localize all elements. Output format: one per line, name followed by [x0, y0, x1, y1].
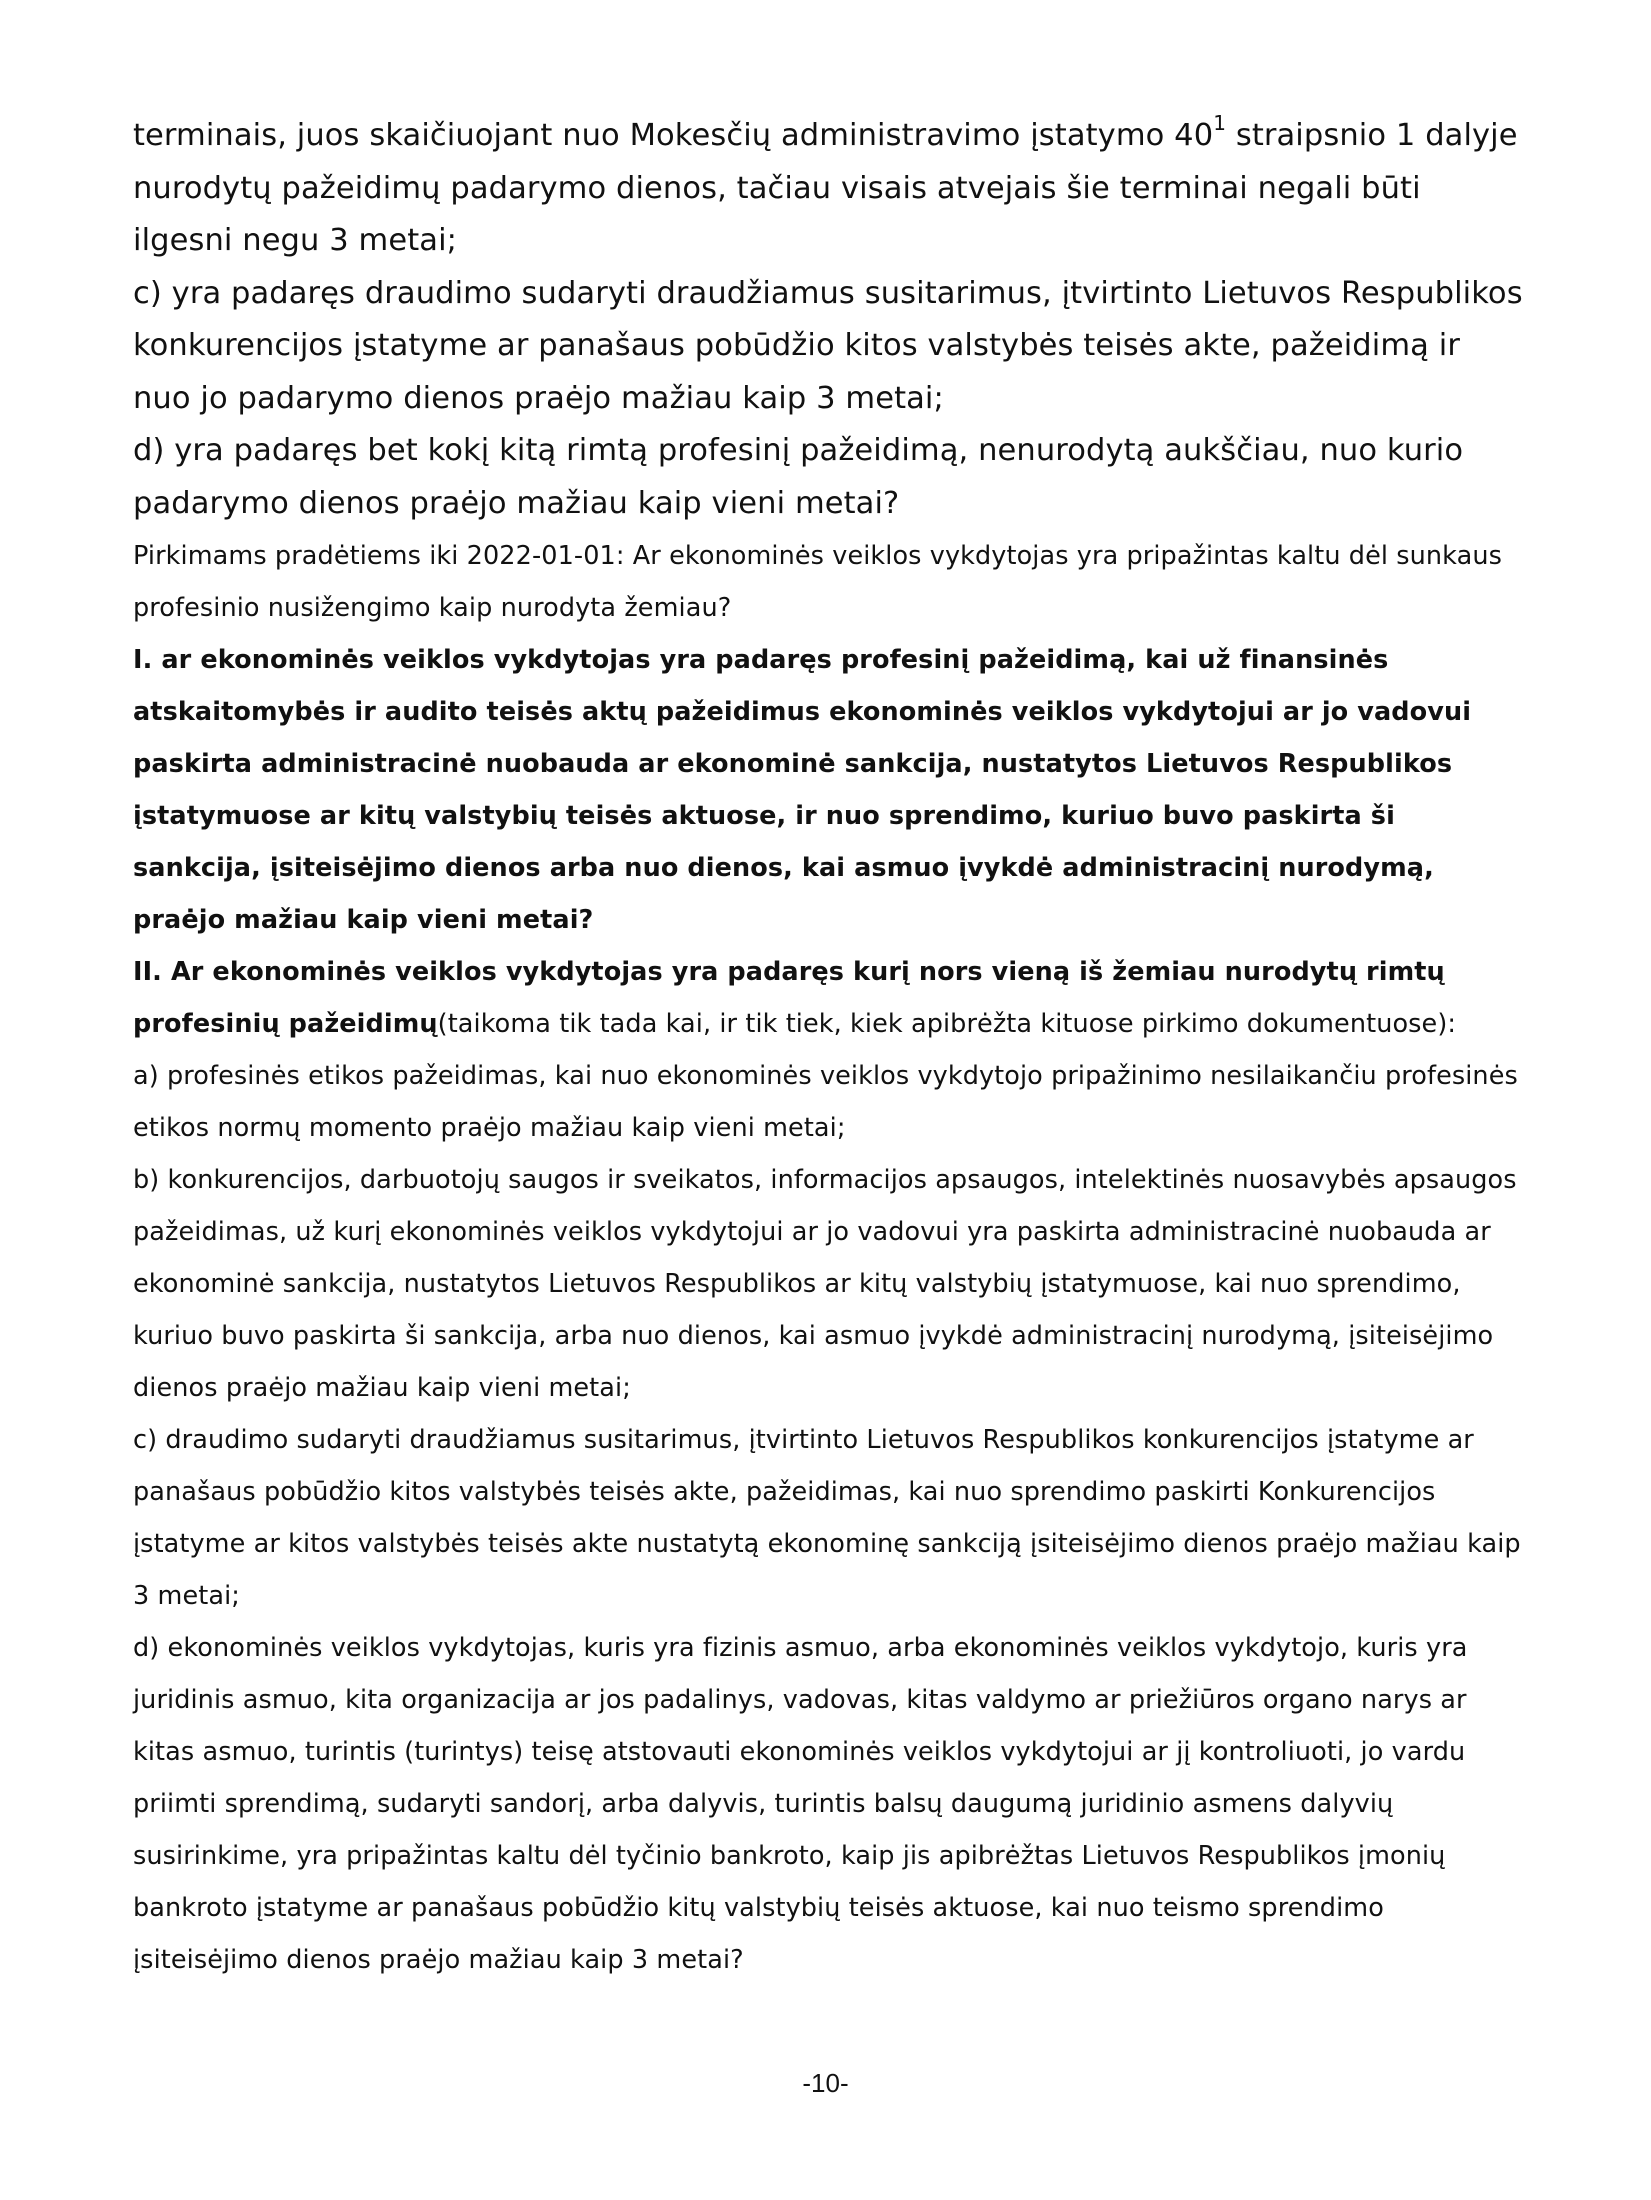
- paragraph-procurement-intro: Pirkimams pradėtiems iki 2022-01-01: Ar ekonominės veiklos vykdytojas yra pripažintas kaltu dėl sunkaus profesinio nusižengimo kaip nurodyta žemiau?: [133, 541, 1502, 623]
- section-II-heading: II. Ar ekonominės veiklos vykdytojas yra padaręs kurį nors vieną iš žemiau nurodytų rimtų profesinių pažeidimų: [133, 957, 1445, 1039]
- paragraph-II-item-a: a) profesinės etikos pažeidimas, kai nuo ekonominės veiklos vykdytojo pripažinimo nesilaikančiu profesinės etikos normų momento praėjo mažiau kaip vieni metai;: [133, 1061, 1518, 1143]
- paragraph-II-item-c: c) draudimo sudaryti draudžiamus susitarimus, įtvirtinto Lietuvos Respublikos konkurencijos įstatyme ar panašaus pobūdžio kitos valstybės teisės akte, pažeidimas, kai nuo sprendimo paskirti Konkurencijos įstatyme ar kitos valstybės teisės akte nustatytą ekonominę sankciją įsiteisėjimo dienos praėjo mažiau kaip 3 metai;: [133, 1425, 1521, 1611]
- paragraph-terms-continuation: [133, 110, 1523, 268]
- section-II-note: (taikoma tik tada kai, ir tik tiek, kiek apibrėžta kituose pirkimo dokumentuose):: [437, 1009, 1457, 1039]
- document-body: [133, 110, 1523, 1986]
- superscript-article-number: 1: [1213, 110, 1227, 135]
- text-terms-main: terminais, juos skaičiuojant nuo Mokesčių administravimo įstatymo 40: [133, 118, 1214, 153]
- paragraph-II-item-d: d) ekonominės veiklos vykdytojas, kuris yra fizinis asmuo, arba ekonominės veiklos vykdytojo, kuris yra juridinis asmuo, kita organizacija ar jos padalinys, vadovas, kitas valdymo ar priežiūros organo narys ar kitas asmuo, turintis (turintys) teisę atstovauti ekonominės veiklos vykdytojui ar jį kontroliuoti, jo vardu priimti sprendimą, sudaryti sandorį, arba dalyvis, turintis balsų daugumą juridinio asmens dalyvių susirinkime, yra pripažintas kaltu dėl tyčinio bankroto, kaip jis apibrėžtas Lietuvos Respublikos įmonių bankroto įstatyme ar panašaus pobūdžio kitų valstybių teisės aktuose, kai nuo teismo sprendimo įsiteisėjimo dienos praėjo mažiau kaip 3 metai?: [133, 1633, 1468, 1975]
- paragraph-section-II: [133, 946, 1523, 1050]
- text-terms-rest: straipsnio 1 dalyje nurodytų pažeidimų padarymo dienos, tačiau visais atvejais šie terminai negali būti ilgesni negu 3 metai;: [133, 118, 1518, 258]
- paragraph-item-d: d) yra padaręs bet kokį kitą rimtą profesinį pažeidimą, nenurodytą aukščiau, nuo kurio padarymo dienos praėjo mažiau kaip vieni metai?: [133, 433, 1464, 521]
- paragraph-section-I: I. ar ekonominės veiklos vykdytojas yra padaręs profesinį pažeidimą, kai už finansinės atskaitomybės ir audito teisės aktų pažeidimus ekonominės veiklos vykdytojui ar jo vadovui paskirta administracinė nuobauda ar ekonominė sankcija, nustatytos Lietuvos Respublikos įstatymuose ar kitų valstybių teisės aktuose, ir nuo sprendimo, kuriuo buvo paskirta ši sankcija, įsiteisėjimo dienos arba nuo dienos, kai asmuo įvykdė administracinį nurodymą, praėjo mažiau kaip vieni metai?: [133, 645, 1472, 935]
- page-number: -10-: [802, 2068, 849, 2098]
- paragraph-item-c: c) yra padaręs draudimo sudaryti draudžiamus susitarimus, įtvirtinto Lietuvos Respublikos konkurencijos įstatyme ar panašaus pobūdžio kitos valstybės teisės akte, pažeidimą ir nuo jo padarymo dienos praėjo mažiau kaip 3 metai;: [133, 275, 1523, 416]
- paragraph-II-item-b: b) konkurencijos, darbuotojų saugos ir sveikatos, informacijos apsaugos, intelektinės nuosavybės apsaugos pažeidimas, už kurį ekonominės veiklos vykdytojui ar jo vadovui yra paskirta administracinė nuobauda ar ekonominė sankcija, nustatytos Lietuvos Respublikos ar kitų valstybių įstatymuose, kai nuo sprendimo, kuriuo buvo paskirta ši sankcija, arba nuo dienos, kai asmuo įvykdė administracinį nurodymą, įsiteisėjimo dienos praėjo mažiau kaip vieni metai;: [133, 1165, 1517, 1403]
